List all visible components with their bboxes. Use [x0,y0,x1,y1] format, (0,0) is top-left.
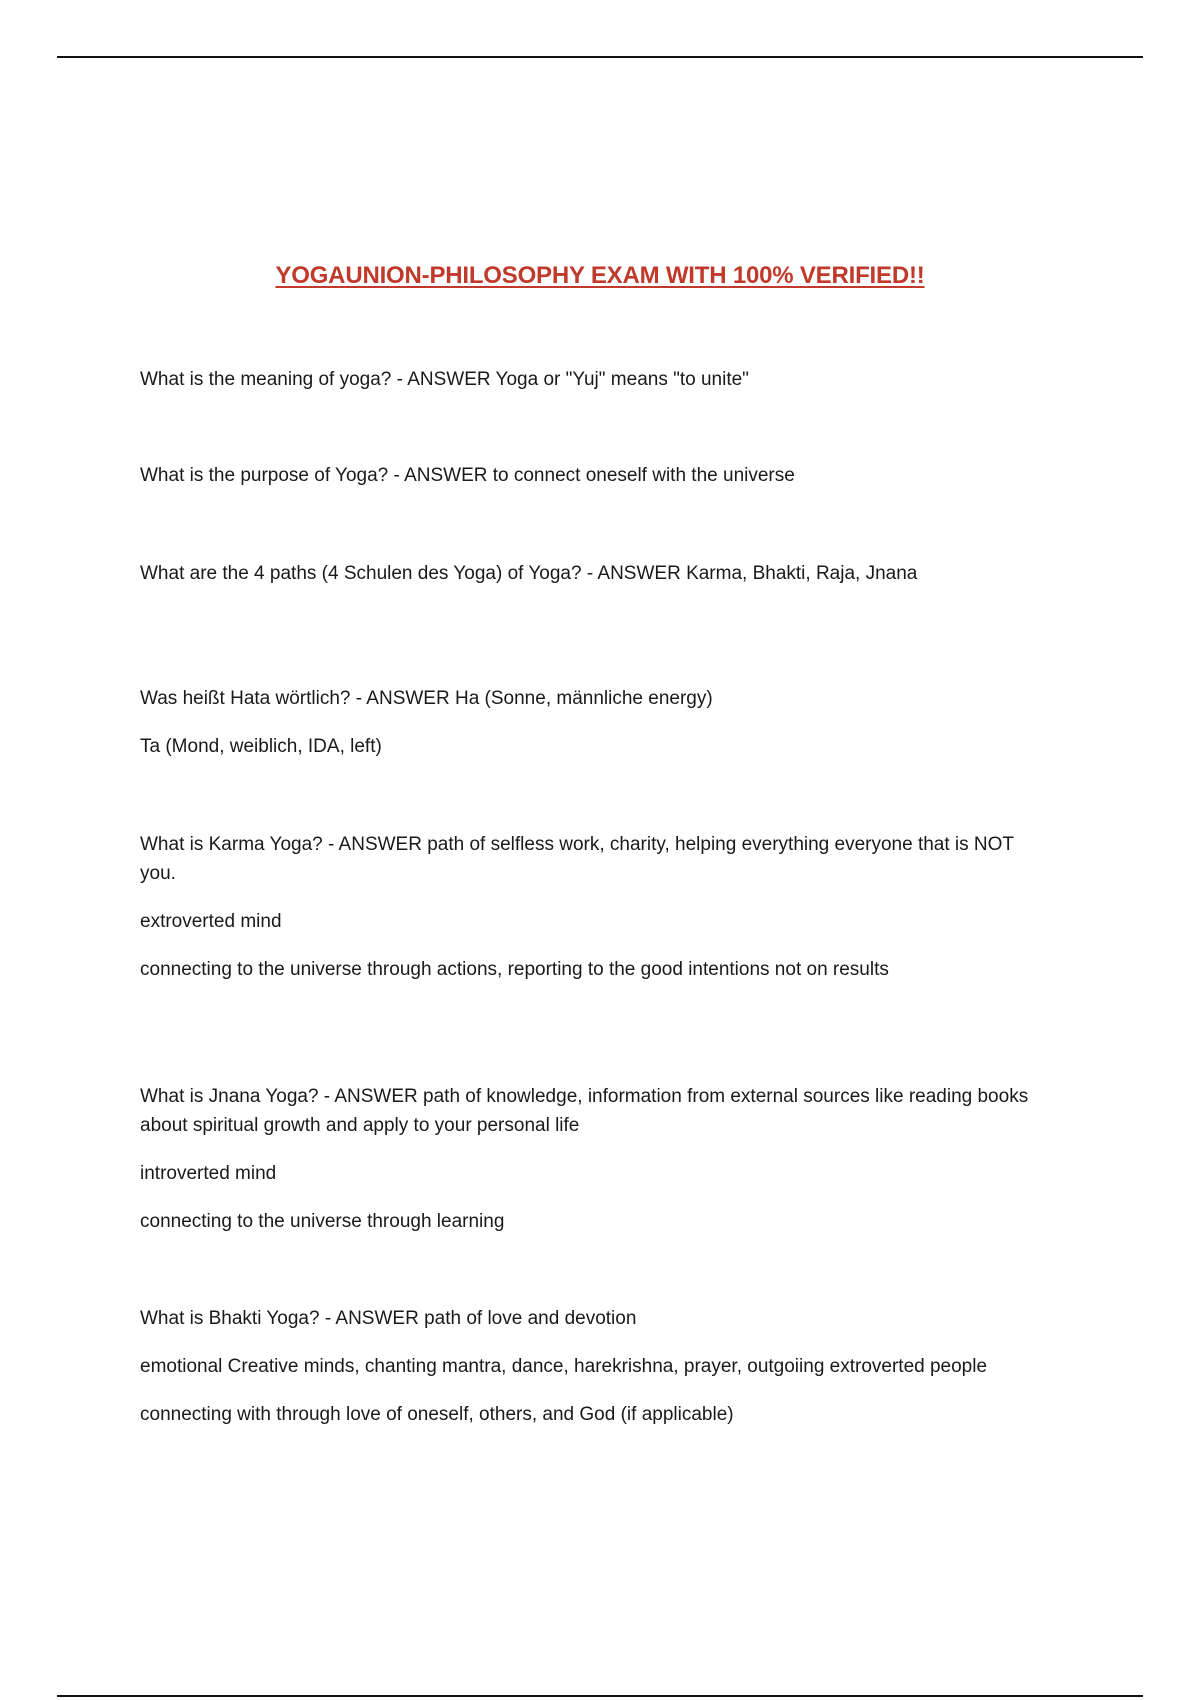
header-rule [57,56,1143,58]
footer-rule [57,1695,1143,1697]
answer-continuation: connecting with through love of oneself, others, and God (if applicable) [140,1404,734,1425]
answer-continuation: emotional Creative minds, chanting mantra, dance, harekrishna, prayer, outgoiing extroverted people [140,1356,988,1377]
question-answer: What are the 4 paths (4 Schulen des Yoga) of Yoga? - ANSWER Karma, Bhakti, Raja, Jnana [140,563,918,584]
question-answer: What is Karma Yoga? - ANSWER path of selfless work, charity, helping everything everyone that is NOT you. [140,834,1014,884]
qa-item-bhakti-yoga [140,1304,1040,1429]
question-answer: What is the purpose of Yoga? - ANSWER to connect oneself with the universe [140,465,795,486]
qa-item-hata [140,684,1040,761]
qa-item-meaning [140,365,1040,394]
answer-continuation: introverted mind [140,1163,277,1184]
question-answer: Was heißt Hata wörtlich? - ANSWER Ha (Sonne, männliche energy) [140,688,713,709]
answer-continuation: connecting to the universe through actions, reporting to the good intentions not on results [140,959,889,980]
page-title: YOGAUNION-PHILOSOPHY EXAM WITH 100% VERIFIED!! [275,262,925,289]
qa-item-purpose [140,461,1040,490]
qa-item-jnana-yoga [140,1082,1040,1236]
question-answer: What is Bhakti Yoga? - ANSWER path of love and devotion [140,1308,637,1329]
answer-continuation: Ta (Mond, weiblich, IDA, left) [140,736,382,757]
qa-item-karma-yoga [140,830,1040,984]
answer-continuation: extroverted mind [140,911,282,932]
qa-item-four-paths [140,559,1040,588]
question-answer: What is Jnana Yoga? - ANSWER path of knowledge, information from external sources like reading books about spiritual growth and apply to your personal life [140,1086,1029,1136]
answer-continuation: connecting to the universe through learning [140,1211,505,1232]
question-answer: What is the meaning of yoga? - ANSWER Yoga or "Yuj" means "to unite" [140,369,749,390]
